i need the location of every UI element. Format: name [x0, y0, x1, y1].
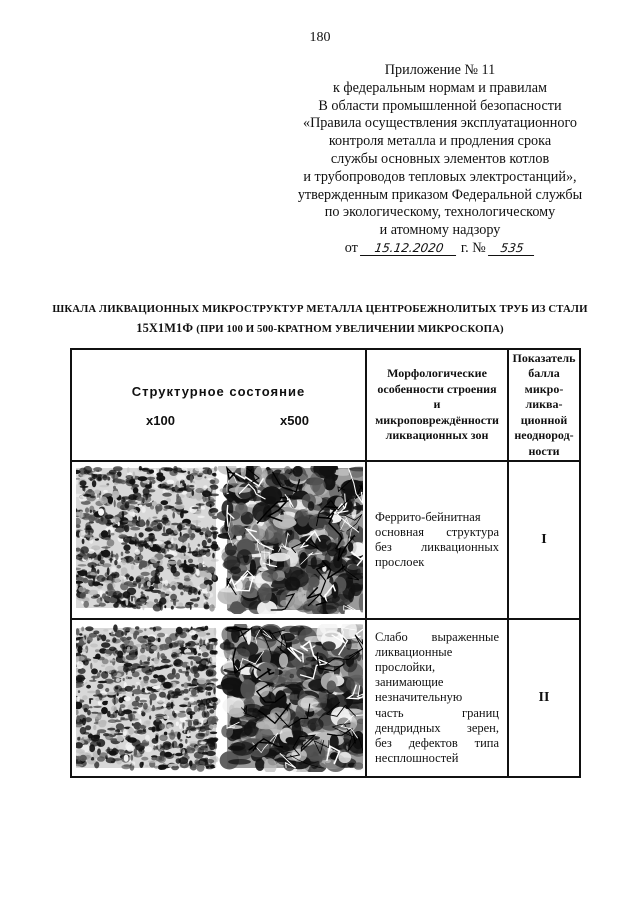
description-word: зерен, [466, 720, 499, 735]
appendix-line: по экологическому, технологическому [324, 204, 556, 221]
micrograph-pair-2 [71, 619, 366, 777]
description-word: выраженные [431, 629, 499, 644]
appendix-line: «Правила осуществления эксплуатационного [302, 115, 578, 132]
segregation-scale-table [70, 348, 581, 778]
table-row [71, 461, 580, 619]
appendix-block [270, 62, 610, 258]
description-word: ликвационных [421, 540, 499, 554]
handwritten-date: 15.12.2020 [360, 241, 458, 256]
description-word: Слабо [375, 629, 408, 644]
description-line [375, 525, 499, 540]
appendix-line: контроля металла и продления срока [328, 133, 552, 150]
micrograph-x100-1 [76, 466, 220, 612]
description-word: границ [462, 705, 499, 720]
header-line: ликва- [525, 397, 563, 412]
description-word: занимающие [375, 675, 444, 690]
appendix-line: к федеральным нормам и правилам [332, 79, 547, 96]
description-word: дендридных [375, 720, 441, 735]
description-word: без [375, 736, 392, 750]
date-prefix: от [344, 239, 358, 256]
structure-header [71, 349, 366, 461]
description-line [375, 751, 499, 766]
header-line: микроповреждённости [375, 412, 499, 427]
description-line [375, 510, 499, 525]
header-line: Показатель [512, 350, 576, 365]
mag-500-label: х500 [280, 413, 309, 428]
score-cell-2: II [508, 619, 580, 777]
score-cell-1: I [508, 461, 580, 619]
description-word: Феррито-бейнитная [375, 509, 481, 524]
description-word: структура [446, 524, 499, 539]
description-word: незначительную [375, 690, 463, 705]
micrograph-x500-1 [217, 466, 364, 614]
appendix-line: службы основных элементов котлов [330, 150, 550, 167]
appendix-line: и трубопроводов тепловых электростанций», [303, 168, 577, 185]
appendix-line: Приложение № 11 [384, 62, 496, 78]
title-line-2 [40, 319, 600, 339]
micrograph-images-2 [76, 624, 363, 772]
header-line: и [433, 397, 441, 412]
header-line: ликвационных зон [385, 428, 489, 443]
description-line [375, 555, 499, 570]
header-line: особенности строения [377, 381, 497, 396]
description-word: дефектов [408, 736, 458, 750]
mag-100-label: х100 [146, 413, 175, 428]
table-header-row [71, 349, 580, 461]
score-header [508, 349, 580, 461]
document-title [40, 300, 600, 339]
handwritten-number: 535 [488, 241, 536, 256]
description-line [375, 645, 499, 660]
description-line [375, 540, 499, 555]
header-line: балла [528, 366, 560, 381]
number-prefix: г. № [460, 239, 486, 256]
description-line [375, 736, 499, 751]
magnification-note: (ПРИ 100 И 500-КРАТНОМ УВЕЛИЧЕНИИ МИКРОСКОПА) [196, 323, 504, 335]
appendix-line: и атомному надзору [379, 222, 501, 239]
description-word: типа [474, 736, 499, 750]
description-word: несплошностей [375, 751, 459, 766]
appendix-line: В области промышленной безопасности [318, 97, 562, 114]
order-date-line [270, 240, 610, 258]
header-line: ности [528, 443, 560, 458]
description-line [375, 721, 499, 736]
steel-grade: 15Х1М1Ф [136, 321, 194, 335]
appendix-line: утвержденным приказом Федеральной службы [297, 186, 583, 203]
header-line: ционной [520, 412, 568, 427]
description-word: ликвационные [375, 644, 453, 659]
table-row [71, 619, 580, 777]
structure-header-label: Структурное состояние [131, 384, 306, 399]
description-line [375, 675, 499, 690]
description-word: часть [375, 705, 404, 720]
micrograph-images-1 [76, 466, 363, 614]
header-line: неоднород- [514, 428, 574, 443]
micrograph-x500-2 [216, 624, 363, 772]
description-line [375, 706, 499, 721]
description-line [375, 690, 499, 705]
description-line [375, 660, 499, 675]
morphology-header [366, 349, 508, 461]
header-line: Морфологические [387, 366, 487, 381]
description-word: основная [375, 524, 424, 539]
page-number: 180 [309, 30, 331, 45]
description-cell-1 [366, 461, 508, 619]
header-line: микро- [524, 381, 564, 396]
micrograph-x100-2 [76, 624, 221, 772]
description-word: без [375, 540, 392, 554]
description-word: прослоек [375, 555, 425, 570]
micrograph-pair-1 [71, 461, 366, 619]
description-line [375, 630, 499, 645]
description-word: прослойки, [375, 659, 436, 674]
appendix-lines [270, 62, 610, 240]
description-cell-2 [366, 619, 508, 777]
title-line-1: ШКАЛА ЛИКВАЦИОННЫХ МИКРОСТРУКТУР МЕТАЛЛА ЦЕНТРОБЕЖНОЛИТЫХ ТРУБ ИЗ СТАЛИ [52, 303, 588, 315]
